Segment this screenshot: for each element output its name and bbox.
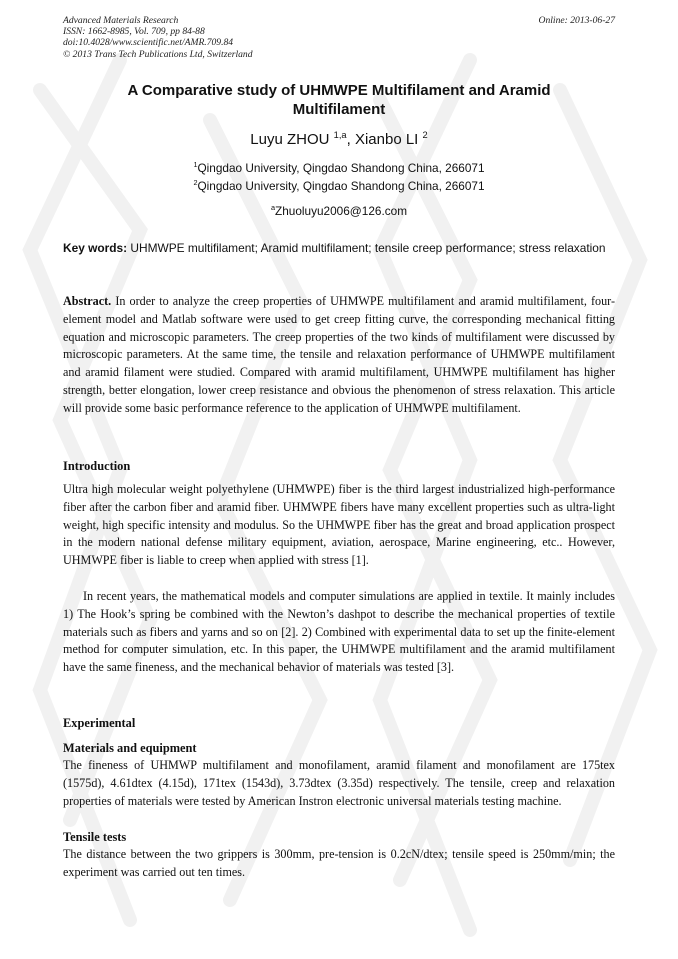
- subheading-tensile-tests: Tensile tests: [63, 830, 127, 844]
- author-affiliation-mark: 1,a: [333, 130, 347, 140]
- paper-title: A Comparative study of UHMWPE Multifilament and Aramid Multifilament: [127, 82, 551, 118]
- affiliation-text: Qingdao University, Qingdao Shandong China, 266071: [197, 179, 485, 193]
- keywords-label: Key words:: [63, 241, 128, 255]
- experimental-paragraph-1: The fineness of UHMWP multifilament and monofilament, aramid filament and monofilament are 175tex (1575d), 4.61dtex (4.15d), 171tex (1543d), 3.73dtex (3.35d) respectively. The tensile, creep and relaxation properties of materials were tested by American Instron electronic universal materials testing machine.: [63, 758, 615, 808]
- subheading-materials-equipment: Materials and equipment: [63, 741, 197, 755]
- journal-header: [63, 15, 615, 60]
- author-email[interactable]: [63, 204, 615, 219]
- introduction-paragraph-1: Ultra high molecular weight polyethylene (UHMWPE) fiber is the third largest industrialized high-performance fiber after the carbon fiber and aramid fiber. UHMWPE fibers have many excellent properties such as ultra-light weight, high specific intensity and modulus. So the UHMWPE fiber has the great and broad application prospect in the modern national defense military equipment, aviation, aerospace, Marine engineering, etc.. However, UHMWPE fiber is liable to creep when applied with stress [1].: [63, 482, 615, 568]
- affiliation-mark: 1: [193, 160, 198, 170]
- section-heading-experimental: Experimental: [63, 716, 136, 730]
- email-text: Zhuoluyu2006@126.com: [275, 204, 408, 218]
- author-line: [63, 130, 615, 150]
- section-heading-introduction: Introduction: [63, 459, 131, 473]
- abstract-label: Abstract.: [63, 294, 112, 308]
- author-name: Luyu ZHOU: [250, 131, 330, 148]
- journal-name: Advanced Materials Research: [63, 15, 179, 26]
- email-mark: a: [270, 203, 276, 213]
- experimental-paragraph-2: The distance between the two grippers is 300mm, pre-tension is 0.2cN/dtex; tensile speed is 250mm/min; the experiment was carried out ten times.: [63, 847, 615, 879]
- affiliation-2: [63, 179, 615, 194]
- keywords-text: UHMWPE multifilament; Aramid multifilament; tensile creep performance; stress relaxation: [130, 241, 606, 255]
- affiliation-text: Qingdao University, Qingdao Shandong China, 266071: [197, 161, 485, 175]
- abstract-text: In order to analyze the creep properties of UHMWPE multifilament and aramid multifilament, four-element model and Matlab software were used to get creep fitting curve, the corresponding mechanical fitting equation and microscopic parameters. The creep properties of the two kinds of multifilament were discussed by microscopic parameters. At the same time, the tensile and relaxation performance of UHMWPE multifilament and aramid filament were studied. Compared with aramid multifilament, UHMWPE multifilament has higher strength, better elongation, lower creep resistance and obvious the phenomenon of stress relaxation. This article will provide some basic performance reference to the application of UHMWPE multifilament.: [63, 294, 615, 415]
- author-affiliation-mark: 2: [422, 130, 428, 140]
- doi-line[interactable]: doi:10.4028/www.scientific.net/AMR.709.84: [63, 37, 234, 49]
- issn-line: ISSN: 1662-8985, Vol. 709, pp 84-88: [63, 26, 205, 38]
- introduction-paragraph-2: In recent years, the mathematical models and computer simulations are applied in textile. It mainly includes 1) The Hook’s spring be combined with the Newton’s dashpot to describe the mechanical properties of textile materials such as fibers and yarns and so on [2]. 2) Combined with experimental data to set up the finite-element method for computer simulation, etc. In this paper, the UHMWPE multifilament and the aramid multifilament have the same fineness, and the mechanical behavior of materials was tested [3].: [63, 589, 615, 675]
- abstract: [63, 293, 615, 418]
- author-name: Xianbo LI: [354, 131, 419, 148]
- affiliation-mark: 2: [193, 178, 198, 188]
- affiliation-1: [63, 161, 615, 176]
- online-date: Online: 2013-06-27: [538, 15, 615, 26]
- keywords: [63, 240, 615, 258]
- copyright-line: © 2013 Trans Tech Publications Ltd, Switzerland: [63, 48, 253, 60]
- author-separator: ,: [346, 131, 355, 148]
